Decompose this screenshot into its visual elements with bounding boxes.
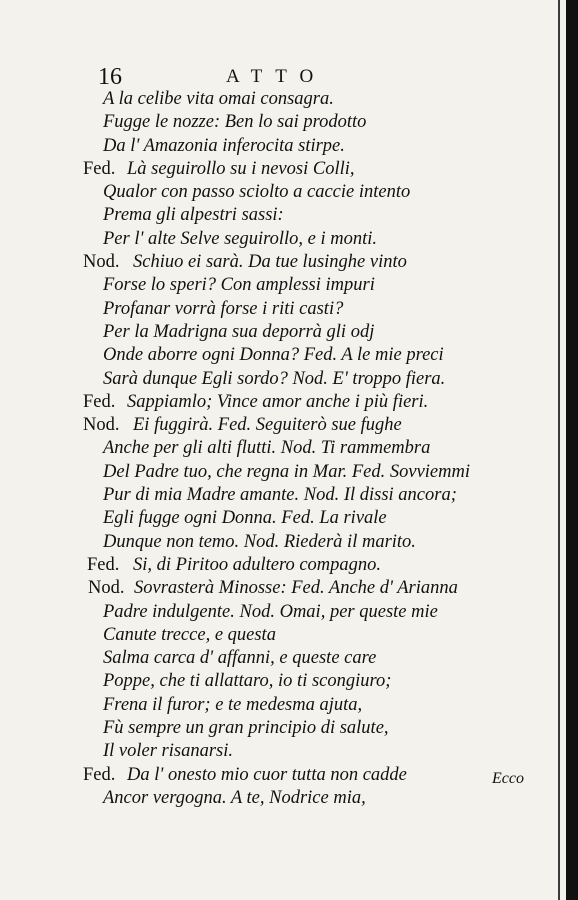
- verse-line: [0, 694, 566, 717]
- verse-line: [0, 601, 566, 624]
- verse-text: Dunque non temo. Nod. Riederà il marito.: [103, 531, 416, 552]
- verse-line: [0, 740, 566, 763]
- page-gutter-line: [558, 0, 560, 900]
- speaker-label: Fed.: [87, 554, 120, 575]
- verse-text: Fù sempre un gran principio di salute,: [103, 718, 389, 739]
- verse-line: [0, 344, 566, 367]
- verse-line: [0, 368, 566, 391]
- verse-line: [0, 787, 566, 810]
- verse-text: Padre indulgente. Nod. Omai, per queste mie: [103, 601, 438, 622]
- verse-line: [0, 437, 566, 460]
- verse-text: Si, di Piritoo adultero compagno.: [133, 554, 382, 575]
- verse-lines: [0, 88, 566, 810]
- verse-text: Egli fugge ogni Donna. Fed. La rivale: [103, 508, 387, 529]
- verse-text: Poppe, che ti allattaro, io ti scongiuro;: [103, 671, 392, 692]
- verse-line: [0, 461, 566, 484]
- verse-text: Da l' onesto mio cuor tutta non cadde: [127, 764, 407, 785]
- verse-line: [0, 204, 566, 227]
- page-edge: [566, 0, 578, 900]
- verse-text: Onde aborre ogni Donna? Fed. A le mie preci: [103, 345, 444, 366]
- verse-text: Qualor con passo sciolto a caccie intento: [103, 182, 411, 203]
- verse-text: Sarà dunque Egli sordo? Nod. E' troppo fiera.: [103, 368, 446, 389]
- verse-line: [0, 531, 566, 554]
- verse-text: Fugge le nozze: Ben lo sai prodotto: [103, 112, 367, 133]
- verse-line: [0, 321, 566, 344]
- verse-text: Ei fuggirà. Fed. Seguiterò sue fughe: [133, 415, 402, 436]
- verse-text: Da l' Amazonia inferocita stirpe.: [103, 135, 345, 156]
- verse-line: [0, 251, 566, 274]
- verse-line: [0, 298, 566, 321]
- verse-text: Ancor vergogna. A te, Nodrice mia,: [103, 787, 366, 808]
- verse-text: A la celibe vita omai consagra.: [103, 89, 334, 109]
- running-title: ATTO: [226, 66, 327, 87]
- verse-text: Prema gli alpestri sassi:: [103, 205, 284, 226]
- verse-line: [0, 228, 566, 251]
- verse-line: [0, 135, 566, 158]
- verse-line: [0, 507, 566, 530]
- verse-text: Schiuo ei sarà. Da tue lusinghe vinto: [133, 252, 407, 273]
- speaker-label: Fed.: [83, 391, 116, 412]
- speaker-label: Nod.: [83, 415, 120, 436]
- verse-line: [0, 111, 566, 134]
- verse-text: Sovrasterà Minosse: Fed. Anche d' Arianna: [134, 578, 458, 599]
- verse-line: [0, 554, 566, 577]
- verse-line: [0, 274, 566, 297]
- verse-text: Per l' alte Selve seguirollo, e i monti.: [103, 228, 378, 249]
- verse-line: [0, 391, 566, 414]
- verse-line: [0, 484, 566, 507]
- verse-line: [0, 624, 566, 647]
- speaker-label: Nod.: [88, 578, 125, 599]
- verse-text: Là seguirollo su i nevosi Colli,: [127, 158, 355, 179]
- verse-line: [0, 577, 566, 600]
- speaker-label: Nod.: [83, 252, 120, 273]
- speaker-label: Fed.: [83, 764, 116, 785]
- verse-text: Canute trecce, e questa: [103, 624, 276, 645]
- verse-line: [0, 414, 566, 437]
- verse-text: Salma carca d' affanni, e queste care: [103, 648, 377, 669]
- verse-line: [0, 670, 566, 693]
- verse-line: [0, 717, 566, 740]
- verse-line: [0, 158, 566, 181]
- verse-line: [0, 647, 566, 670]
- page-number: 16: [98, 64, 122, 90]
- speaker-label: Fed.: [83, 158, 116, 179]
- verse-line: [0, 181, 566, 204]
- verse-text: Profanar vorrà forse i riti casti?: [103, 298, 344, 319]
- verse-text: Il voler risanarsi.: [103, 741, 234, 762]
- verse-line: [0, 764, 566, 787]
- verse-text: Per la Madrigna sua deporrà gli odj: [103, 321, 375, 342]
- catchword: Ecco: [492, 770, 524, 787]
- verse-text: Forse lo speri? Con amplessi impuri: [103, 275, 375, 296]
- verse-text: Del Padre tuo, che regna in Mar. Fed. Sovviemmi: [103, 461, 470, 482]
- verse-text: Frena il furor; e te medesma ajuta,: [103, 694, 363, 715]
- verse-text: Pur di mia Madre amante. Nod. Il dissi ancora;: [103, 485, 457, 506]
- verse-text: Anche per gli alti flutti. Nod. Ti rammembra: [103, 438, 431, 459]
- verse-line: [0, 88, 566, 111]
- verse-text: Sappiamlo; Vince amor anche i più fieri.: [127, 391, 429, 412]
